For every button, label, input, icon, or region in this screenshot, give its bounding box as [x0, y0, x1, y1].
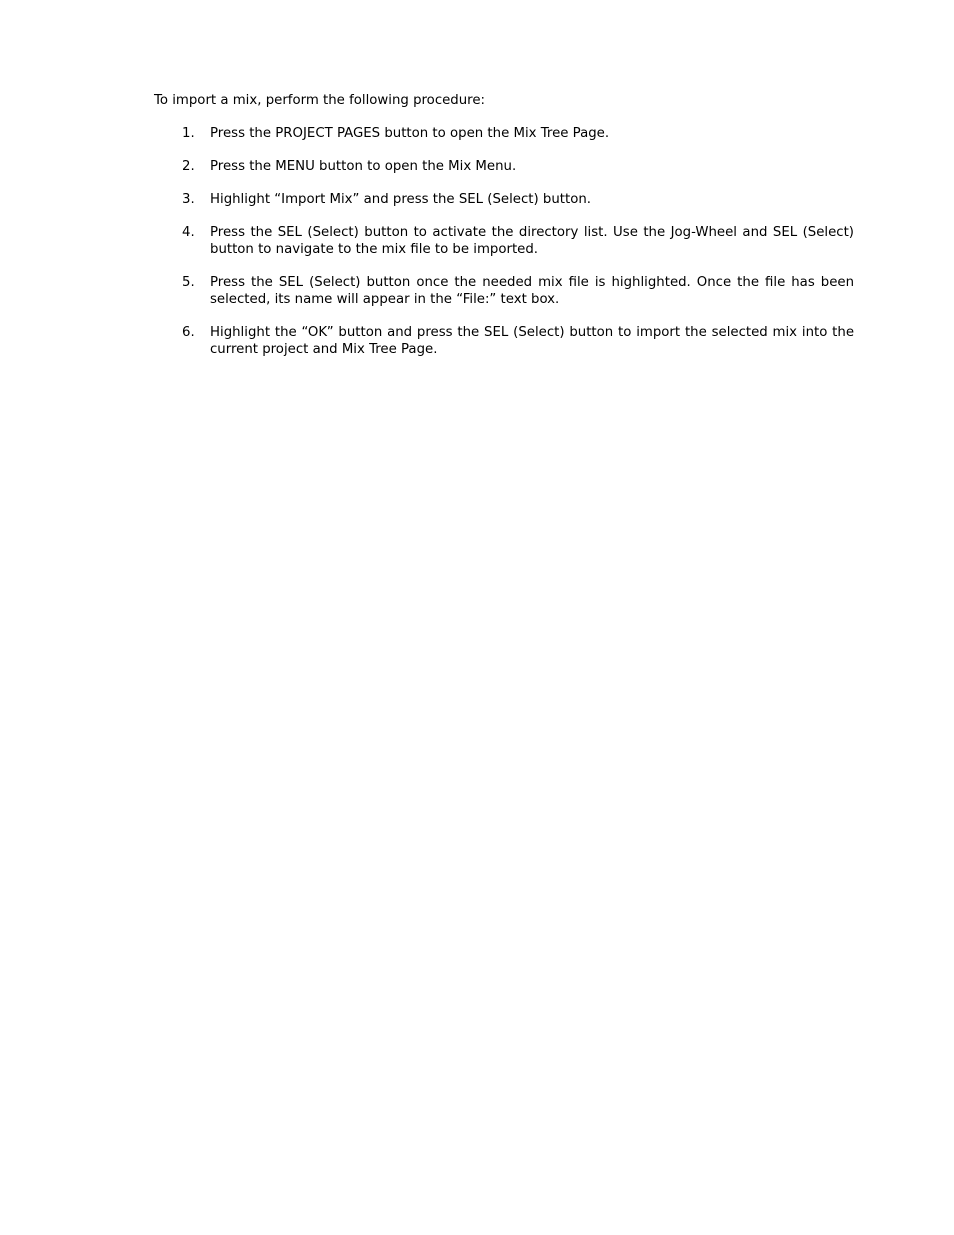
step-text: Press the SEL (Select) button once the needed mix file is highlighted. Once the file has been selected, its name will appear in the “File:” text box.: [210, 275, 854, 307]
step-text: Highlight the “OK” button and press the SEL (Select) button to import the selected mix into the current project and Mix Tree Page.: [210, 325, 854, 357]
step-item: [154, 224, 854, 258]
procedure-steps: [154, 125, 854, 358]
step-text: Press the PROJECT PAGES button to open the Mix Tree Page.: [210, 126, 610, 141]
step-number: 2.: [182, 159, 195, 174]
step-text: Press the SEL (Select) button to activate the directory list. Use the Jog-Wheel and SEL (Select) button to navigate to the mix file to be imported.: [210, 225, 854, 257]
step-item: [154, 324, 854, 358]
step-item: [154, 125, 854, 142]
step-number: 3.: [182, 192, 195, 207]
step-number: 4.: [182, 225, 195, 240]
step-text: Highlight “Import Mix” and press the SEL (Select) button.: [210, 192, 592, 207]
step-text: Press the MENU button to open the Mix Menu.: [210, 159, 517, 174]
step-number: 1.: [182, 126, 195, 141]
document-page: [154, 92, 854, 374]
step-number: 6.: [182, 325, 195, 340]
step-item: [154, 191, 854, 208]
step-item: [154, 158, 854, 175]
intro-paragraph: To import a mix, perform the following procedure:: [154, 93, 486, 108]
step-item: [154, 274, 854, 308]
step-number: 5.: [182, 275, 195, 290]
